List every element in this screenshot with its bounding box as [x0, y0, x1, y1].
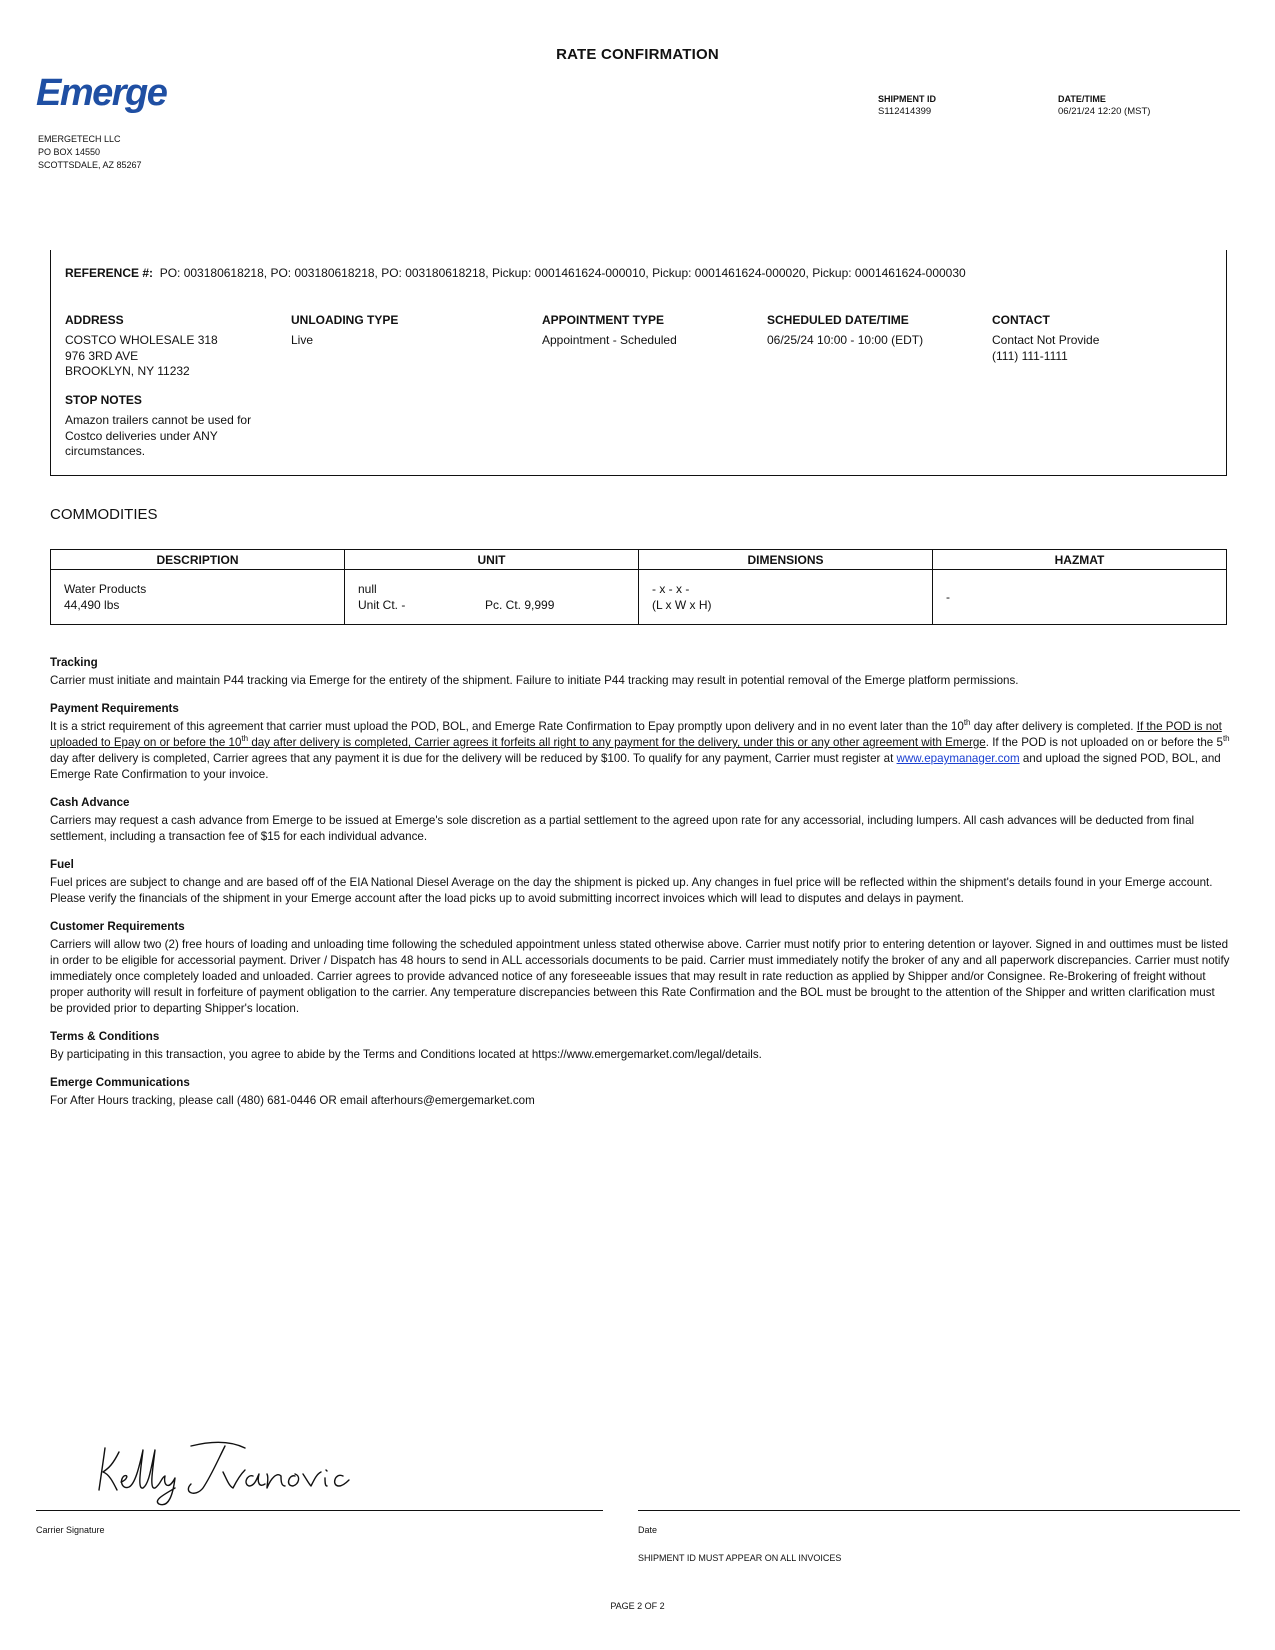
address-column	[65, 313, 275, 380]
page-number: PAGE 2 OF 2	[610, 1601, 665, 1611]
column-header-unit: UNIT	[345, 550, 639, 570]
commodity-weight: 44,490 lbs	[64, 598, 120, 612]
company-name: EMERGETECH LLC	[38, 134, 121, 144]
shipment-id-value: S112414399	[878, 106, 932, 117]
datetime-value: 06/21/24 12:20 (MST)	[1058, 106, 1151, 117]
piece-count: Pc. Ct. 9,999	[485, 598, 555, 612]
contact-value	[992, 333, 1099, 364]
customer-requirements-heading: Customer Requirements	[50, 920, 185, 933]
company-line1: PO BOX 14550	[38, 147, 101, 157]
terms-conditions-heading: Terms & Conditions	[50, 1030, 160, 1043]
cell-description	[51, 570, 345, 625]
datetime-block	[1058, 94, 1150, 117]
payment-text-part: and upload the signed POD, BOL, and Emerge Rate Confirmation to your invoice.	[50, 752, 1221, 781]
stop-box	[50, 250, 1227, 476]
communications-text: For After Hours tracking, please call (480) 681-0446 OR email afterhours@emergemarket.com	[50, 1094, 535, 1107]
cash-advance-text: Carriers may request a cash advance from Emerge to be issued at Emerge's sole discretion as a partial settlement to the agreed upon rate for any accessorial, including lumpers. All cash advances will be deducted from final settlement, including a transaction fee of $15 for each individual advance.	[50, 814, 1195, 843]
payment-text-part: day after delivery is completed.	[970, 720, 1137, 733]
tracking-heading: Tracking	[50, 656, 98, 669]
unloading-label: UNLOADING TYPE	[291, 313, 399, 327]
payment-text-part: day after delivery is completed, Carrier agrees it forfeits all right to any payment for the delivery, under this or any other agreement with Emerge	[248, 736, 986, 749]
column-header-description: DESCRIPTION	[51, 550, 345, 570]
reference-line	[65, 266, 966, 280]
communications-heading: Emerge Communications	[50, 1076, 190, 1089]
date-label: Date	[638, 1525, 658, 1535]
scheduled-column	[767, 313, 923, 349]
payment-text-part: It is a strict requirement of this agreement that carrier must upload the POD, BOL, and Emerge Rate Confirmation to Epay promptly upon delivery and in no event later than the 10	[50, 720, 964, 733]
commodity-description: Water Products	[64, 582, 147, 596]
payment-heading: Payment Requirements	[50, 702, 179, 715]
shipment-id-block	[878, 94, 936, 117]
stop-notes-text	[65, 413, 275, 460]
terms-conditions-text: By participating in this transaction, you agree to abide by the Terms and Conditions located at https://www.emergemarket.com/legal/details.	[50, 1048, 762, 1061]
cash-advance-heading: Cash Advance	[50, 796, 130, 809]
commodities-title: COMMODITIES	[50, 506, 158, 523]
fuel-text: Fuel prices are subject to change and are based off of the EIA National Diesel Average on the day the shipment is picked up. Any changes in fuel price will be reflected within the shipment's details found in your Emerge account. Please verify the financials of the shipment in your Emerge account after the load picks up to avoid submitting incorrect invoices which will lead to disputes and delays in payment.	[50, 876, 1213, 905]
dimensions-legend: (L x W x H)	[652, 598, 712, 612]
stop-notes-line3: circumstances.	[65, 444, 146, 458]
customer-requirements-text: Carriers will allow two (2) free hours of loading and unloading time following the scheduled appointment unless stated otherwise above. Carrier must notify prior to entering detention or layover. Signed in and outtimes must be listed in order to be eligible for accessorial payment. Driver / Dispatch has 48 hours to send in ALL accessorials documents to be paid. Carrier must immediately notify the broker of any and all paperwork discrepancies. Carrier must notify immediately once completely loaded and unloaded. Carrier agrees to provide advanced notice of any foreseeable issues that may result in rate reduction as applied by Shipper and/or Consignee. Re-Brokering of freight without proper authority will result in forfeiture of payment obligation to the carrier. Any temperature discrepancies between this Rate Confirmation and the BOL must be brought to the attention of the Shipper and written clarification must be provided prior to departing Shipper's location.	[50, 938, 1230, 1015]
address-line2: 976 3RD AVE	[65, 348, 139, 363]
handwritten-signature	[95, 1438, 355, 1508]
reference-label: REFERENCE #:	[65, 266, 154, 280]
datetime-label: DATE/TIME	[1058, 94, 1106, 104]
appointment-value: Appointment - Scheduled	[542, 333, 677, 347]
ordinal-suffix: th	[241, 734, 249, 744]
payment-text-part: . If the POD is not uploaded on or before the 5	[985, 736, 1223, 749]
contact-name: Contact Not Provide	[992, 333, 1100, 347]
company-address	[38, 133, 142, 172]
address-line1: COSTCO WHOLESALE 318	[65, 333, 218, 347]
commodity-unit: null	[358, 582, 377, 596]
shipment-id-label: SHIPMENT ID	[878, 94, 937, 104]
carrier-signature-line	[36, 1510, 603, 1511]
column-header-dimensions: DIMENSIONS	[639, 550, 933, 570]
commodities-table	[50, 549, 1227, 625]
commodity-dimensions: - x - x -	[652, 582, 690, 596]
cell-hazmat: -	[933, 570, 1227, 625]
scheduled-label: SCHEDULED DATE/TIME	[767, 313, 909, 327]
contact-phone: (111) 111-1111	[992, 348, 1068, 363]
stop-notes	[65, 393, 275, 460]
payment-text-part: If the POD is not uploaded to Epay on or before the 10	[50, 720, 1222, 749]
payment-text-part: day after delivery is completed, Carrier agrees that any payment it is due for the delivery will be reduced by $100. To qualify for any payment, Carrier must register at	[50, 752, 897, 765]
scheduled-value: 06/25/24 10:00 - 10:00 (EDT)	[767, 333, 924, 347]
unloading-value: Live	[291, 333, 314, 347]
cell-dimensions	[639, 570, 933, 625]
column-header-hazmat: HAZMAT	[933, 550, 1227, 570]
company-line2: SCOTTSDALE, AZ 85267	[38, 160, 142, 170]
address-line3: BROOKLYN, NY 11232	[65, 364, 190, 378]
address-label: ADDRESS	[65, 313, 124, 327]
contact-label: CONTACT	[992, 313, 1050, 327]
emerge-logo: Emerge	[36, 72, 167, 114]
date-line	[638, 1510, 1240, 1511]
cell-unit	[345, 570, 639, 625]
carrier-signature-label: Carrier Signature	[36, 1525, 105, 1535]
table-row	[51, 570, 1227, 625]
contact-column	[992, 313, 1099, 364]
fuel-heading: Fuel	[50, 858, 74, 871]
epaymanager-link[interactable]: www.epaymanager.com	[896, 752, 1020, 765]
payment-text	[50, 719, 1230, 783]
appointment-label: APPOINTMENT TYPE	[542, 313, 665, 327]
reference-value: PO: 003180618218, PO: 003180618218, PO: 003180618218, Pickup: 0001461624-000010, Pickup: 0001461624-000020, Pickup: 0001461624-000030	[159, 266, 966, 280]
stop-notes-line2: Costco deliveries under ANY	[65, 428, 218, 443]
tracking-text: Carrier must initiate and maintain P44 tracking via Emerge for the entirety of the shipment. Failure to initiate P44 tracking may result in potential removal of the Emerge platform permissions.	[50, 674, 1019, 687]
commodities-header-row	[51, 550, 1227, 570]
shipment-id-notice: SHIPMENT ID MUST APPEAR ON ALL INVOICES	[638, 1553, 842, 1563]
unloading-column	[291, 313, 398, 349]
commodity-counts	[358, 597, 625, 613]
unit-count: Unit Ct. -	[358, 598, 406, 612]
appointment-column	[542, 313, 677, 349]
stop-notes-line1: Amazon trailers cannot be used for	[65, 413, 252, 427]
ordinal-suffix: th	[1222, 734, 1230, 744]
stop-notes-label: STOP NOTES	[65, 393, 142, 407]
ordinal-suffix: th	[963, 718, 971, 728]
page-title: RATE CONFIRMATION	[556, 46, 719, 63]
address-value	[65, 333, 275, 380]
terms-section	[50, 655, 1230, 1109]
